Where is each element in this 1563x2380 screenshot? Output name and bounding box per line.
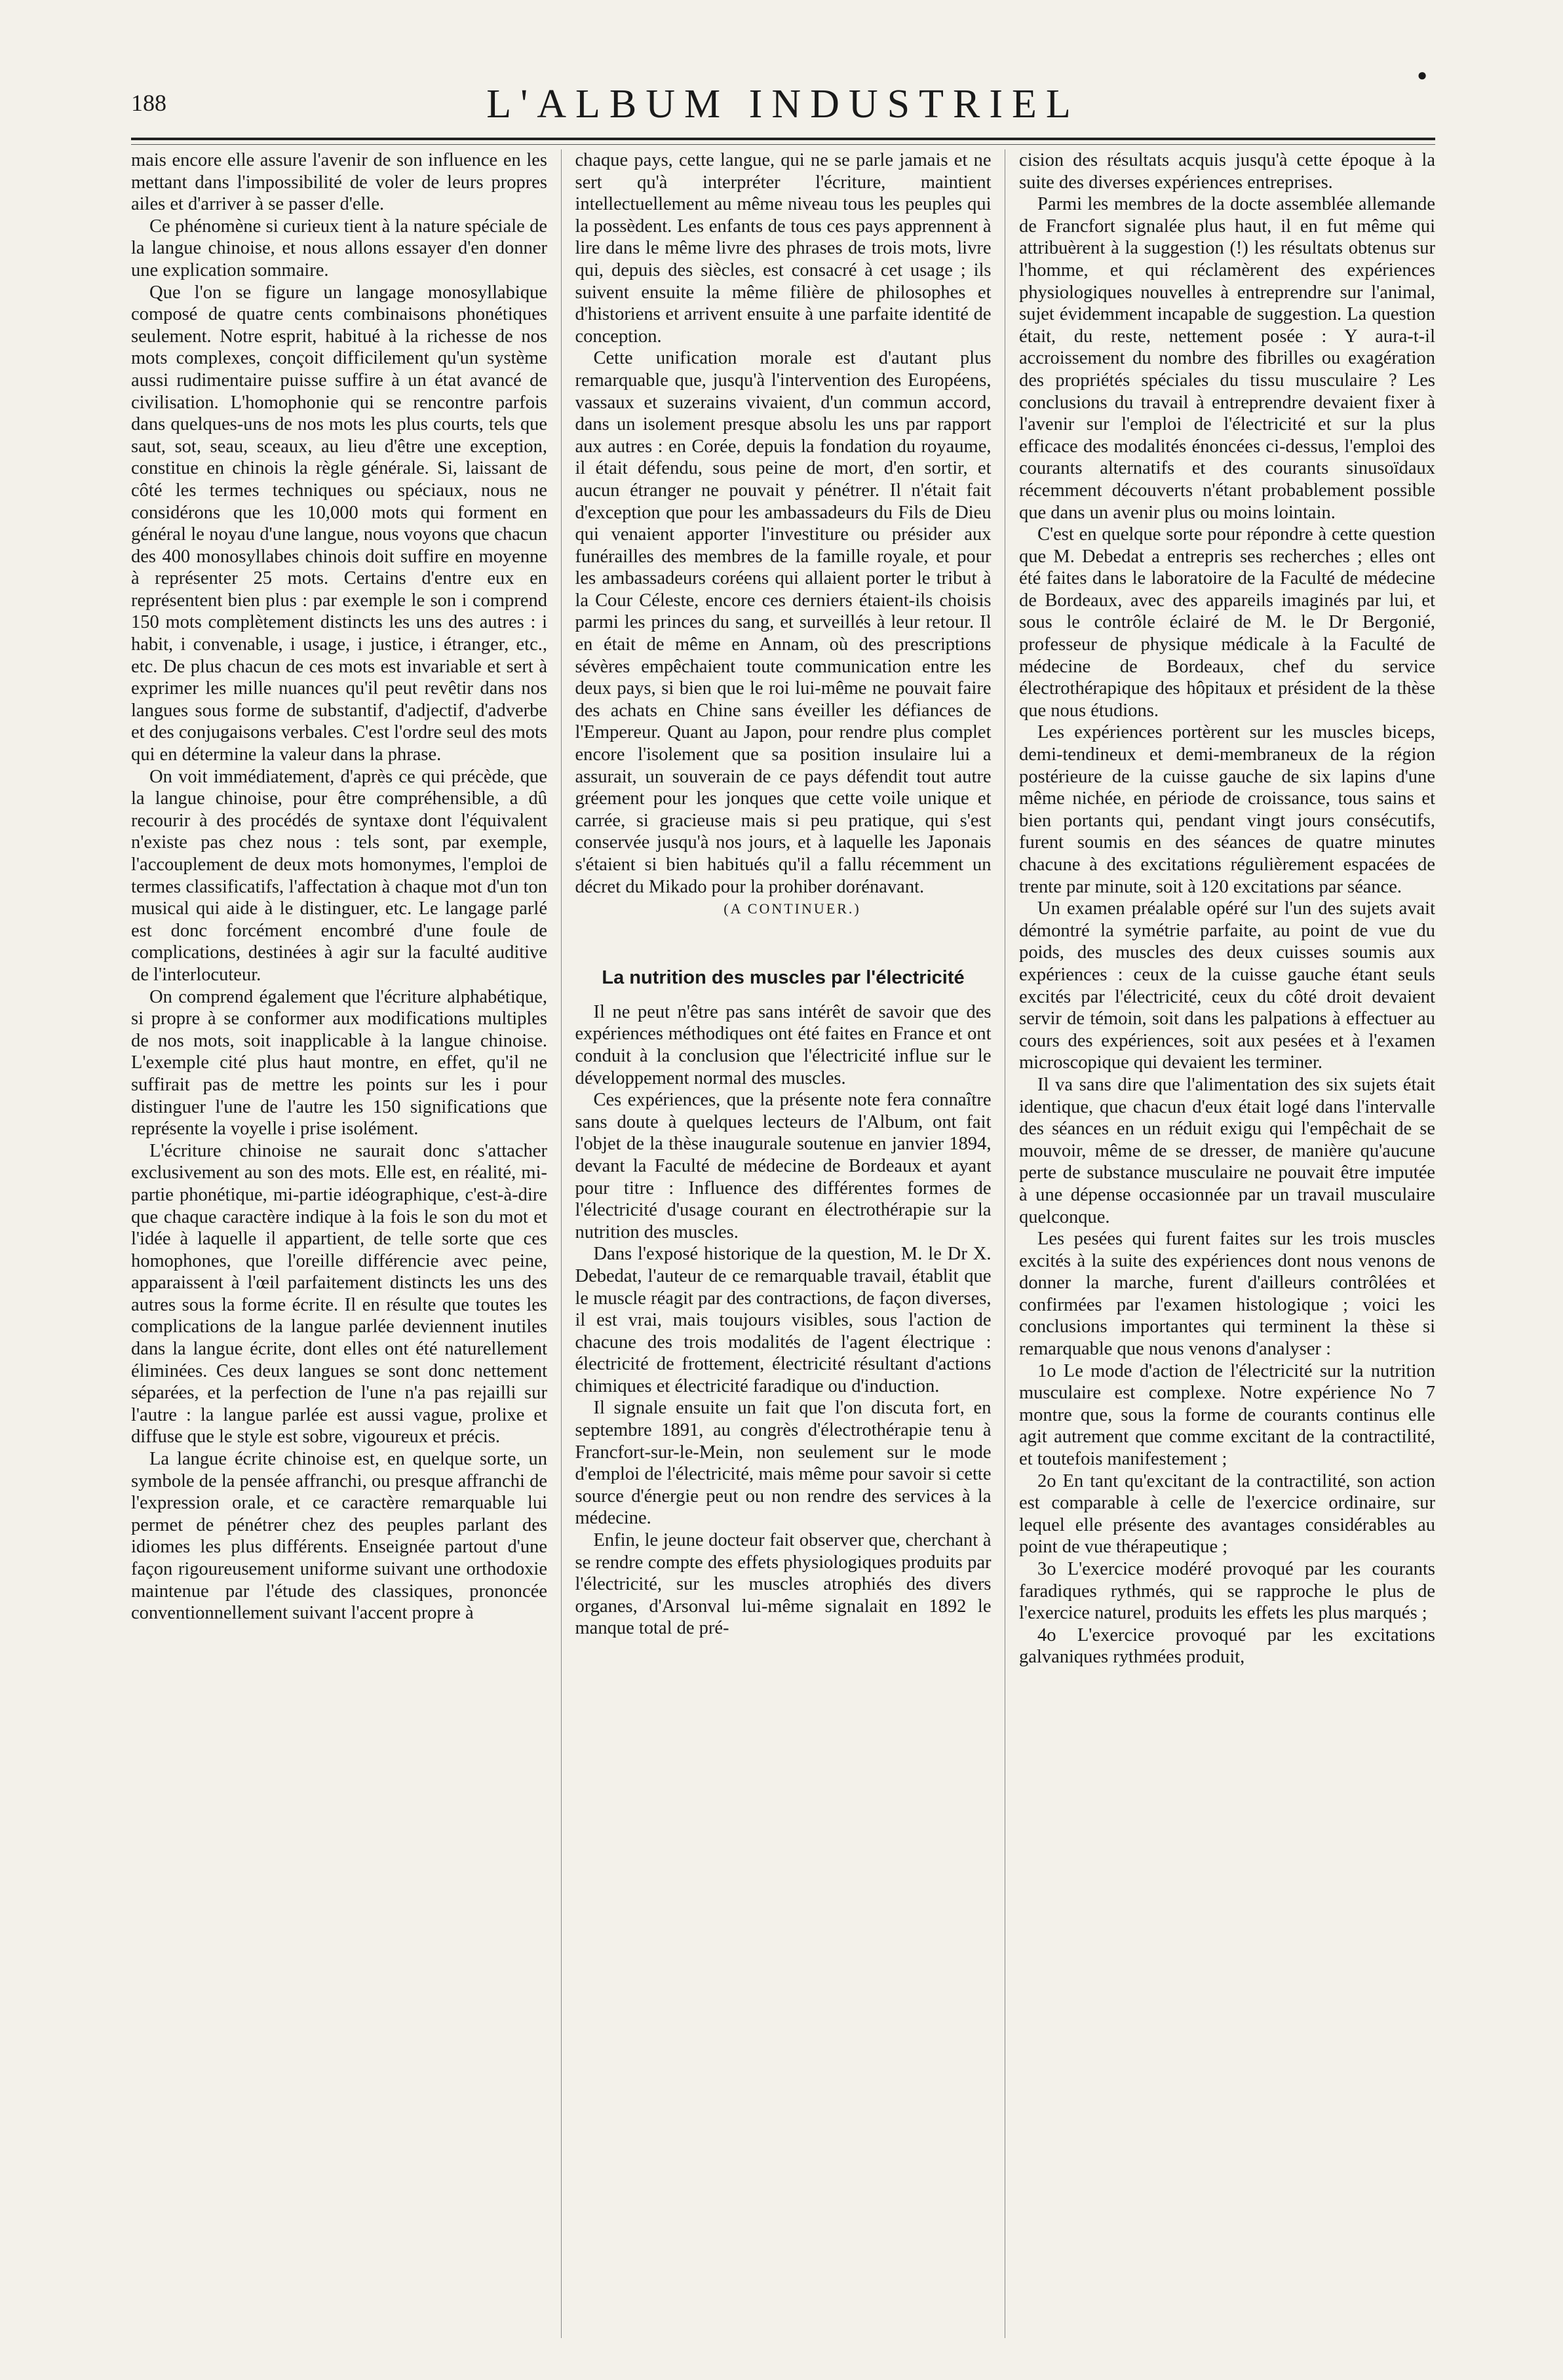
article-paragraph: 1o Le mode d'action de l'électricité sur la nutrition musculaire est complexe. Notre expérience No 7 montre que, sous la forme de courants continus elle agit autrement que comme excitant de la contractilité, et toutefois manifestement ; xyxy=(1019,1360,1435,1470)
header-rule-thin xyxy=(131,144,1435,145)
article-paragraph: Que l'on se figure un langage monosyllabique composé de quatre cents combinaisons phonétiques seulement. Notre esprit, habitué à la richesse de nos mots complexes, conçoit difficilement qu'un système aussi rudimentaire puisse suffire à un état avancé de civilisation. L'homophonie qui se rencontre parfois dans quelques-uns de nos mots les plus courts, tels que saut, sot, seau, sceaux, au lieu d'être une exception, constitue en chinois la règle générale. Si, laissant de côté les termes techniques ou spéciaux, nous ne considérons que les 10,000 mots qui forment en général le noyau d'une langue, nous voyons que chacun des 400 monosyllabes chinois doit suffire en moyenne à représenter 25 mots. Certains d'entre eux en représentent bien plus : par exemple le son i comprend 150 mots complètement distincts les uns des autres : i habit, i convenable, i usage, i justice, i étranger, etc., etc. De plus chacun de ces mots est invariable et sert à exprimer les mille nuances qu'il peut revêtir dans nos langues sous forme de substantif, d'adjectif, d'adverbe et des conjugaisons verbales. C'est l'ordre seul des mots qui en détermine la valeur dans la phrase. xyxy=(131,282,547,765)
article-paragraph: Les expériences portèrent sur les muscles biceps, demi-tendineux et demi-membraneux de la région postérieure de la cuisse gauche de six lapins d'une même nichée, en période de croissance, tous sains et bien portants qui, pendant vingt jours consécutifs, furent soumis en des séances de quatre minutes chacune à des excitations régulièrement espacées de trente par minute, soit à 120 excitations par séance. xyxy=(1019,722,1435,897)
article-paragraph: 3o L'exercice modéré provoqué par les courants faradiques rythmés, qui se rapproche le plus de l'exercice naturel, produits les effets les plus marqués ; xyxy=(1019,1559,1435,1624)
article-paragraph: On voit immédiatement, d'après ce qui précède, que la langue chinoise, pour être compréhensible, a dû recourir à des procédés de syntaxe dont l'équivalent n'existe pas chez nous : tels sont, par exemple, l'accouplement de deux mots homonymes, l'emploi de termes classificatifs, l'affectation à chaque mot d'un ton musical qui aide à le distinguer, etc. Le langage parlé est donc forcément encombré d'une foule de complications, destinées à agir sur la faculté auditive de l'interlocuteur. xyxy=(131,766,547,985)
article-paragraph: L'écriture chinoise ne saurait donc s'attacher exclusivement au son des mots. Elle est, en réalité, mi-partie phonétique, mi-partie idéographique, c'est-à-dire que chaque caractère indique à la fois le son du mot et l'idée à laquelle il appartient, de telle sorte que ces homophones, que l'oreille différencie avec peine, apparaissent à l'œil parfaitement distincts les uns des autres sous la forme écrite. Il en résulte que toutes les complications de la langue parlée deviennent inutiles dans la langue écrite, dont elles ont été naturellement éliminées. Ces deux langues se sont donc nettement séparées, et la perfection de l'une n'a pas rejailli sur l'autre : la langue parlée est aussi vague, prolixe et diffuse que le style est sobre, vigoureux et précis. xyxy=(131,1140,547,1448)
article-paragraph: Les pesées qui furent faites sur les trois muscles excités à la suite des expériences dont nous venons de donner la marche, furent d'ailleurs contrôlées et confirmées par l'examen histologique ; voici les conclusions importantes qui terminent la thèse si remarquable que nous venons d'analyser : xyxy=(1019,1229,1435,1360)
article-paragraph: 2o En tant qu'excitant de la contractilité, son action est comparable à celle de l'exercice ordinaire, sur lequel elle présente des avantages considérables au point de vue thérapeutique ; xyxy=(1019,1470,1435,1558)
running-title: L'ALBUM INDUSTRIEL xyxy=(486,82,1080,126)
article-paragraph: Il va sans dire que l'alimentation des six sujets était identique, que chacun d'eux était logé dans l'intervalle des séances en un réduit exigu qui l'empêchait de se mouvoir, même de se dresser, de manière qu'aucune perte de substance musculaire ne pouvait être imputée à une dépense occasionnée par un travail musculaire quelconque. xyxy=(1019,1074,1435,1227)
page-number: 188 xyxy=(131,90,166,116)
columns-container xyxy=(131,149,1435,2338)
article-paragraph: Il signale ensuite un fait que l'on discuta fort, en septembre 1891, au congrès d'électrothérapie tenu à Francfort-sur-le-Mein, non seulement sur le mode d'emploi de l'électricité, mais même pour savoir si cette source d'énergie peut ou non rendre des services à la médecine. xyxy=(575,1398,992,1529)
column-left xyxy=(131,149,547,2338)
column-right xyxy=(1019,149,1435,2338)
column-divider xyxy=(561,149,562,2338)
article-paragraph: Ces expériences, que la présente note fera connaître sans doute à quelques lecteurs de l'Album, ont fait l'objet de la thèse inaugurale soutenue en janvier 1894, devant la Faculté de médecine de Bordeaux et ayant pour titre : Influence des différentes formes de l'électricité d'usage courant en électrothérapie sur la nutrition des muscles. xyxy=(575,1090,992,1242)
article-paragraph: C'est en quelque sorte pour répondre à cette question que M. Debedat a entrepris ses recherches ; elles ont été faites dans le laboratoire de la Faculté de médecine de Bordeaux, avec des appareils imaginés par lui, et sous le contrôle éclairé de M. le Dr Bergonié, professeur de physique médicale à la Faculté de médecine de Bordeaux, chef du service électrothérapique des hôpitaux et président de la thèse que nous étudions. xyxy=(1019,524,1435,721)
article-paragraph: Un examen préalable opéré sur l'un des sujets avait démontré la symétrie parfaite, au point de vue du poids, des muscles des deux cuisses soumis aux expériences : ceux de la cuisse gauche étant seuls excités par l'électricité, ceux du côté droit devaient servir de témoin, soit dans les palpations à effectuer au cours des expériences, soit aux pesées et à l'examen microscopique qui devaient les terminer. xyxy=(1019,898,1435,1073)
article-paragraph: La langue écrite chinoise est, en quelque sorte, un symbole de la pensée affranchi, ou presque affranchi de l'expression orale, et ce caractère remarquable lui permet de pénétrer chez des peuples parlant des idiomes les plus différents. Enseignée partout d'une façon rigoureusement uniforme suivant une orthodoxie maintenue par l'étude des classiques, prononcée conventionnellement suivant l'accent propre à xyxy=(131,1449,547,1624)
article-paragraph: chaque pays, cette langue, qui ne se parle jamais et ne sert qu'à interpréter l'écriture, maintient intellectuellement au même niveau tous les peuples qui la possèdent. Les enfants de tous ces pays apprennent à lire dans le même livre des phrases de trois mots, livre qui, depuis des siècles, est consacré à cet usage ; ils suivent ensuite la même filière de philosophes et d'historiens et arrivent ensuite à une parfaite identité de conception. xyxy=(575,150,992,347)
article-paragraph: mais encore elle assure l'avenir de son influence en les mettant dans l'impossibilité de voler de leurs propres ailes et d'arriver à se passer d'elle. xyxy=(131,150,547,215)
article-paragraph: Dans l'exposé historique de la question, M. le Dr X. Debedat, l'auteur de ce remarquable travail, établit que le muscle réagit par des contractions, de façon diverses, il est vrai, mais toujours visibles, sous l'action de chacune des trois modalités de l'agent électrique : électricité de frottement, électricité résultant d'actions chimiques et électricité faradique ou d'induction. xyxy=(575,1244,992,1396)
ink-dot: ● xyxy=(1417,66,1427,85)
article-paragraph: Il ne peut n'être pas sans intérêt de savoir que des expériences méthodiques ont été faites en France et ont conduit à la conclusion que l'électricité influe sur le développement normal des muscles. xyxy=(575,1001,992,1088)
article-paragraph: On comprend également que l'écriture alphabétique, si propre à se conformer aux modifications multiples de nos mots, soit inapplicable à la langue chinoise. L'exemple cité plus haut montre, en effet, qu'il ne suffirait pas de mettre les points sur les i pour distinguer l'une de l'autre les 150 significations que représente la voyelle i prise isolément. xyxy=(131,986,547,1140)
article-paragraph: Enfin, le jeune docteur fait observer que, cherchant à se rendre compte des effets physiologiques produits par l'électricité, sur les muscles atrophiés des divers organes, d'Arsonval lui-même signalait en 1892 le manque total de pré- xyxy=(575,1530,992,1639)
header-rule xyxy=(131,138,1435,140)
article-paragraph: Cette unification morale est d'autant plus remarquable que, jusqu'à l'intervention des Européens, vassaux et suzerains vivaient, d'un commun accord, dans un isolement presque absolu les uns par rapport aux autres : en Corée, depuis la fondation du royaume, il était défendu, sous peine de mort, d'en sortir, et aucun étranger ne pouvait y pénétrer. Il n'était fait d'exception que pour les ambassadeurs du Fils de Dieu qui venaient apporter l'investiture ou présider aux funérailles des membres de la famille royale, et pour les ambassadeurs coréens qui allaient porter le tribut à la Cour Céleste, encore ces derniers étaient-ils choisis parmi les princes du sang, et surveillés à leur retour. Il en était de même en Annam, où des prescriptions sévères empêchaient toute communication entre les deux pays, si bien que le roi lui-même ne pouvait faire des achats en Chine sans éveiller les défiances de l'Empereur. Quant au Japon, pour rendre plus complet encore l'isolement que sa position insulaire lui a assurait, un souverain de ce pays défendit tout autre gréement pour les jonques que cette voile unique et carrée, si gracieuse mais si peu pratique, qui s'est conservée jusqu'à nos jours, et à laquelle les Japonais s'étaient si bien habitués qu'il a fallu récemment un décret du Mikado pour la prohiber dorénavant. xyxy=(575,348,992,897)
article-title: La nutrition des muscles par l'électricité xyxy=(602,967,965,988)
article-paragraph: 4o L'exercice provoqué par les excitations galvaniques rythmées produit, xyxy=(1019,1624,1435,1668)
article-paragraph: Ce phénomène si curieux tient à la nature spéciale de la langue chinoise, et nous allons essayer d'en donner une explication sommaire. xyxy=(131,216,547,280)
page-header xyxy=(131,66,1435,149)
article-paragraph: Parmi les membres de la docte assemblée allemande de Francfort signalée plus haut, il en fut même qui attribuèrent à la suggestion (!) les résultats obtenus sur l'homme, et qui réclamèrent des expériences physiologiques nouvelles à entreprendre sur l'animal, sujet évidemment incapable de suggestion. La question était, du reste, nettement posée : Y aura-t-il accroissement du nombre des fibrilles ou exagération des propriétés spéciales du tissu musculaire ? Les conclusions du travail à entreprendre devaient fixer à l'avenir sur l'emploi de l'électricité et sur la plus efficace des modalités énoncées ci-dessus, l'emploi des courants alternatifs et des courants sinusoïdaux récemment découverts n'étant probablement possible que dans un avenir plus ou moins lointain. xyxy=(1019,194,1435,523)
article-paragraph: cision des résultats acquis jusqu'à cette époque à la suite des diverses expériences entreprises. xyxy=(1019,150,1435,193)
continued-note: (A CONTINUER.) xyxy=(724,900,861,917)
column-middle xyxy=(575,149,992,2338)
